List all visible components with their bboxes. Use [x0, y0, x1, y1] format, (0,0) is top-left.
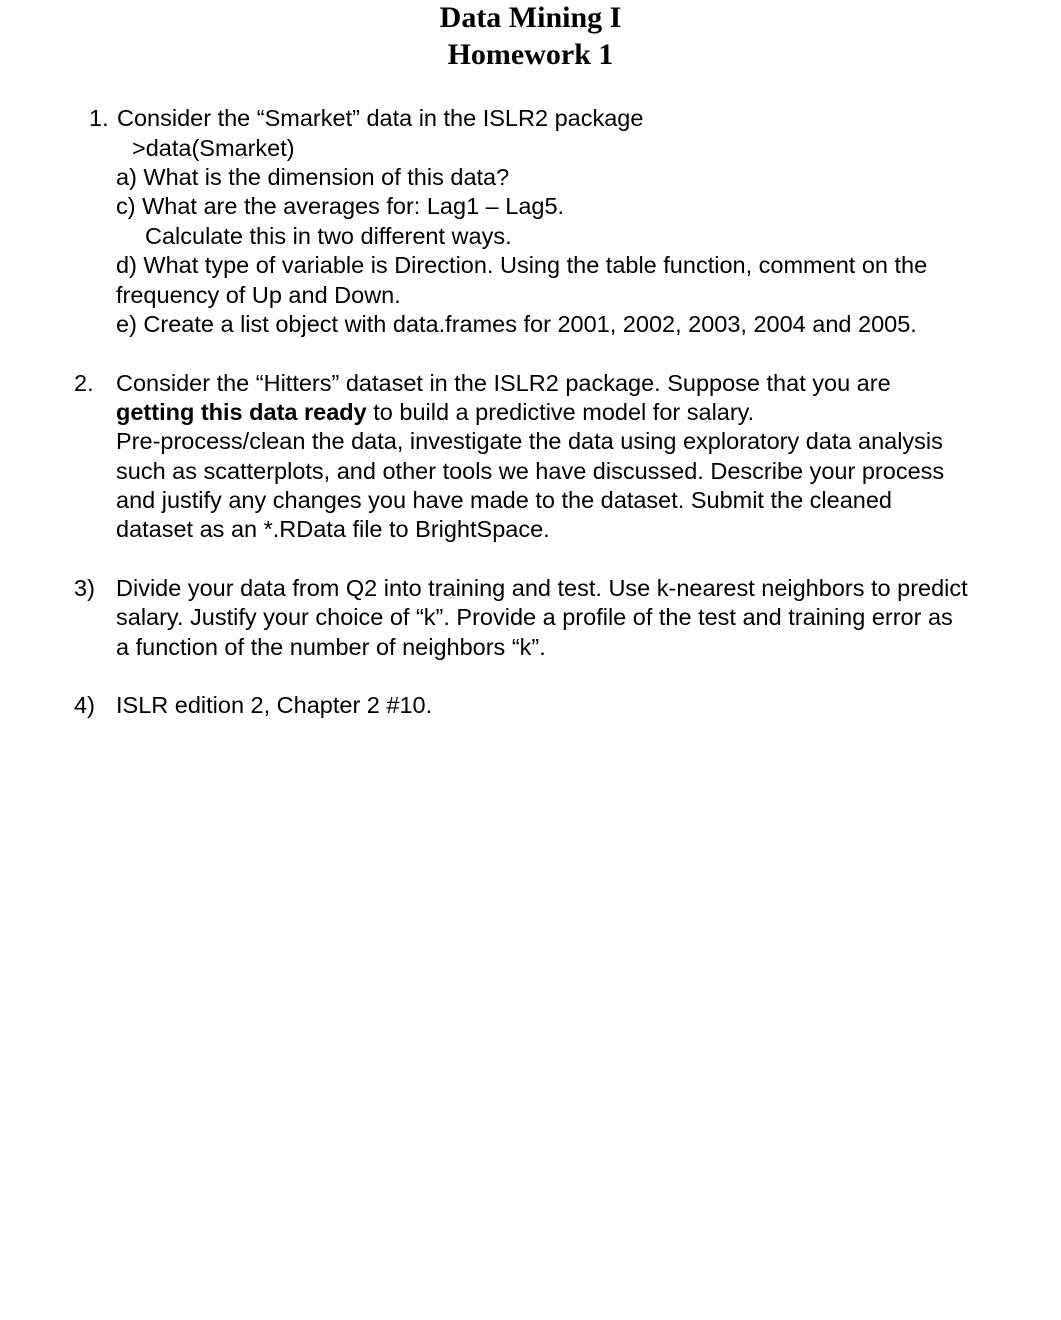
- question-2-line2-rest: to build a predictive model for salary.: [366, 399, 755, 425]
- document-subtitle: Homework 1: [447, 38, 614, 71]
- question-2-line3: Pre-process/clean the data, investigate the data using exploratory data analysis: [116, 428, 943, 454]
- question-4-number: 4): [74, 692, 95, 718]
- question-1-number: 1.: [89, 105, 109, 131]
- question-2-line5: and justify any changes you have made to the dataset. Submit the cleaned: [116, 487, 893, 513]
- question-2-line6: dataset as an *.RData file to BrightSpace.: [116, 516, 550, 542]
- question-1c: c) What are the averages for: Lag1 – Lag5.: [116, 193, 565, 219]
- question-2-line4: such as scatterplots, and other tools we have discussed. Describe your process: [116, 458, 945, 484]
- document-title: Data Mining I: [439, 1, 622, 34]
- question-1-code: >data(Smarket): [132, 135, 295, 161]
- question-2-line1: Consider the “Hitters” dataset in the ISLR2 package. Suppose that you are: [116, 370, 891, 396]
- question-2-emphasis: getting this data ready: [116, 399, 367, 425]
- question-1d-line2: frequency of Up and Down.: [116, 282, 401, 308]
- question-3-line3: a function of the number of neighbors “k”.: [116, 634, 546, 660]
- question-3-number: 3): [74, 575, 95, 601]
- question-3-line1: Divide your data from Q2 into training and test. Use k-nearest neighbors to predict: [116, 575, 968, 601]
- question-2-line2: [116, 398, 754, 427]
- question-1a: a) What is the dimension of this data?: [116, 164, 510, 190]
- question-4-line1: ISLR edition 2, Chapter 2 #10.: [116, 692, 433, 718]
- question-1e: e) Create a list object with data.frames for 2001, 2002, 2003, 2004 and 2005.: [116, 311, 917, 337]
- question-3-line2: salary. Justify your choice of “k”. Provide a profile of the test and training error as: [116, 604, 953, 630]
- question-1d-line1: d) What type of variable is Direction. Using the table function, comment on the: [116, 252, 928, 278]
- question-1c-continued: Calculate this in two different ways.: [145, 223, 512, 249]
- question-2-number: 2.: [74, 370, 94, 396]
- question-1-intro: Consider the “Smarket” data in the ISLR2 package: [117, 105, 644, 131]
